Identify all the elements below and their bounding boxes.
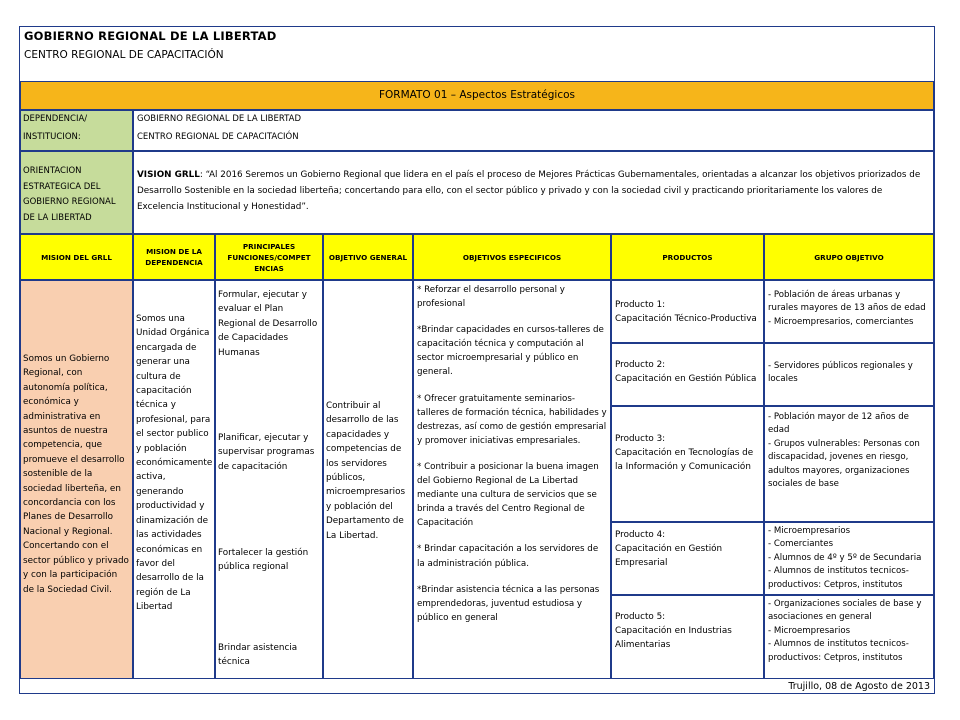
orientacion-label-line: GOBIERNO REGIONAL bbox=[23, 197, 116, 207]
objetivo-general-text: Contribuir al desarrollo de las capacidades y competencias de los servidores públicos, microempresarios y población del Departamento de La Libertad. bbox=[326, 401, 406, 541]
producto-desc: Capacitación en Gestión Pública bbox=[615, 374, 757, 384]
objetivo-especifico-item: *Brindar asistencia técnica a las personas emprendedoras, juventud estudiosa y público en general bbox=[417, 584, 600, 623]
col-header-grupo-objetivo: GRUPO OBJETIVO bbox=[764, 234, 934, 280]
grupo-item: - Microempresarios bbox=[768, 526, 851, 536]
vision-cell bbox=[133, 151, 934, 234]
grupo-cell-5 bbox=[764, 595, 934, 679]
objetivo-especifico-item: * Contribuir a posicionar la buena imagen del Gobierno Regional de La Libertad mediante una cultura de servicios que se brinda a través del Centro Regional de Capacitación bbox=[417, 461, 599, 529]
dependencia-value-line2: CENTRO REGIONAL DE CAPACITACIÓN bbox=[137, 132, 299, 142]
format-title: FORMATO 01 – Aspectos Estratégicos bbox=[20, 81, 934, 110]
producto-cell-1 bbox=[611, 280, 764, 343]
grupo-cell-4 bbox=[764, 522, 934, 595]
producto-desc: Capacitación en Industrias Alimentarias bbox=[615, 626, 732, 650]
grupo-item: - Alumnos de institutos tecnicos-productivos: Cetpros, institutos bbox=[768, 566, 909, 590]
producto-name: Producto 3: bbox=[615, 434, 666, 444]
funciones-cell bbox=[215, 280, 323, 679]
mision-dependencia-text: Somos una Unidad Orgánica encargada de generar una cultura de capacitación técnica y profesional, para el sector publico y población económicamente activa, generando productividad y dinamización de las actividades económicas en favor del desarrollo de la región de La Libertad bbox=[136, 314, 213, 613]
vision-label: VISION GRLL bbox=[137, 170, 200, 180]
producto-name: Producto 4: bbox=[615, 530, 666, 540]
col-header-mision-dependencia: MISION DE LA DEPENDENCIA bbox=[133, 234, 215, 280]
orientacion-label-line: DE LA LIBERTAD bbox=[23, 212, 92, 223]
producto-name: Producto 5: bbox=[615, 612, 666, 622]
grupo-cell-2 bbox=[764, 343, 934, 406]
grupo-item: - Población de áreas urbanas y rurales mayores de 13 años de edad bbox=[768, 290, 926, 314]
objetivo-especifico-item: * Ofrecer gratuitamente seminarios-talleres de formación técnica, habilidades y destrezas, así como de gestión empresarial y promover iniciativas empresariales. bbox=[417, 393, 607, 446]
funcion-item: Planificar, ejecutar y supervisar programas de capacitación bbox=[218, 433, 315, 472]
orientacion-label-line: ESTRATEGICA DEL bbox=[23, 181, 101, 192]
grupo-cell-3 bbox=[764, 406, 934, 522]
producto-cell-2 bbox=[611, 343, 764, 406]
objetivo-especifico-item: * Brindar capacitación a los servidores de la administración pública. bbox=[417, 544, 599, 569]
footer-date: Trujillo, 08 de Agosto de 2013 bbox=[788, 681, 930, 692]
grupo-item: - Servidores públicos regionales y locales bbox=[768, 361, 913, 385]
col-header-objetivo-general: OBJETIVO GENERAL bbox=[323, 234, 413, 280]
grupo-item: - Grupos vulnerables: Personas con discapacidad, jovenes en riesgo, adultos mayores, organizaciones sociales de base bbox=[768, 438, 920, 490]
org-title: GOBIERNO REGIONAL DE LA LIBERTAD bbox=[24, 29, 277, 43]
col-header-objetivos-especificos: OBJETIVOS ESPECIFICOS bbox=[413, 234, 611, 280]
grupo-item: - Alumnos de 4º y 5º de Secundaria bbox=[768, 552, 922, 563]
col-header-mision-grll: MISION DEL GRLL bbox=[20, 234, 133, 280]
objetivo-especifico-item: *Brindar capacidades en cursos-talleres de capacitación técnica y computación al sector microempresarial y público en general. bbox=[417, 325, 604, 378]
funcion-item: Formular, ejecutar y evaluar el Plan Regional de Desarrollo de Capacidades Humanas bbox=[218, 290, 318, 358]
producto-desc: Capacitación en Tecnologías de la Información y Comunicación bbox=[615, 448, 754, 472]
grupo-item: - Población mayor de 12 años de edad bbox=[768, 412, 909, 436]
mision-dependencia-cell bbox=[133, 280, 215, 679]
col-header-productos: PRODUCTOS bbox=[611, 234, 764, 280]
producto-cell-3 bbox=[611, 406, 764, 522]
dependencia-label-line1: DEPENDENCIA/ bbox=[23, 114, 88, 124]
mision-grll-cell bbox=[20, 280, 133, 679]
dependencia-value bbox=[133, 110, 934, 151]
dependencia-value-line1: GOBIERNO REGIONAL DE LA LIBERTAD bbox=[137, 114, 302, 124]
grupo-item: - Organizaciones sociales de base y asociaciones en general bbox=[768, 599, 922, 623]
producto-desc: Capacitación Técnico-Productiva bbox=[615, 314, 757, 324]
document-sheet bbox=[19, 26, 935, 694]
objetivos-especificos-cell bbox=[413, 280, 611, 679]
orientacion-label-line: ORIENTACION bbox=[23, 166, 82, 176]
grupo-item: - Alumnos de institutos tecnicos-productivos: Cetpros, institutos bbox=[768, 639, 909, 663]
funcion-item: Fortalecer la gestión pública regional bbox=[218, 548, 309, 573]
grupo-item: - Microempresarios bbox=[768, 625, 851, 636]
producto-desc: Capacitación en Gestión Empresarial bbox=[615, 544, 723, 568]
grupo-cell-1 bbox=[764, 280, 934, 343]
grupo-item: - Microempresarios, comerciantes bbox=[768, 316, 914, 327]
funcion-item: Brindar asistencia técnica bbox=[218, 643, 298, 668]
mision-grll-text: Somos un Gobierno Regional, con autonomía política, económica y administrativa en asuntos de nuestra competencia, que promueve el desarrollo sostenible de la sociedad liberteña, en concordancia con los Planes de Desarrollo Nacional y Regional. Concertando con el sector público y privado y con la participación de la Sociedad Civil. bbox=[23, 354, 129, 595]
objetivo-general-cell bbox=[323, 280, 413, 679]
producto-name: Producto 2: bbox=[615, 360, 666, 370]
vision-text: : “Al 2016 Seremos un Gobierno Regional que lidera en el país el proceso de Mejores Prácticas Gubernamentales, orientadas a alcanzar los objetivos priorizados de Desarrollo Sostenible en la sociedad liberteña; concertando para ello, con el sector público y privado y con la sociedad civil y practicando prioritariamente los valores de Excelencia Institucional y Honestidad”. bbox=[137, 170, 921, 212]
dependencia-label-line2: INSTITUCION: bbox=[23, 132, 81, 142]
producto-cell-5 bbox=[611, 595, 764, 679]
producto-cell-4 bbox=[611, 522, 764, 595]
col-header-funciones: PRINCIPALES FUNCIONES/COMPET ENCIAS bbox=[215, 234, 323, 280]
org-subtitle: CENTRO REGIONAL DE CAPACITACIÓN bbox=[24, 49, 224, 61]
grupo-item: - Comerciantes bbox=[768, 539, 834, 550]
dependencia-label bbox=[20, 110, 133, 151]
producto-name: Producto 1: bbox=[615, 300, 666, 310]
objetivo-especifico-item: * Reforzar el desarrollo personal y profesional bbox=[417, 285, 565, 310]
orientacion-label bbox=[20, 151, 133, 234]
